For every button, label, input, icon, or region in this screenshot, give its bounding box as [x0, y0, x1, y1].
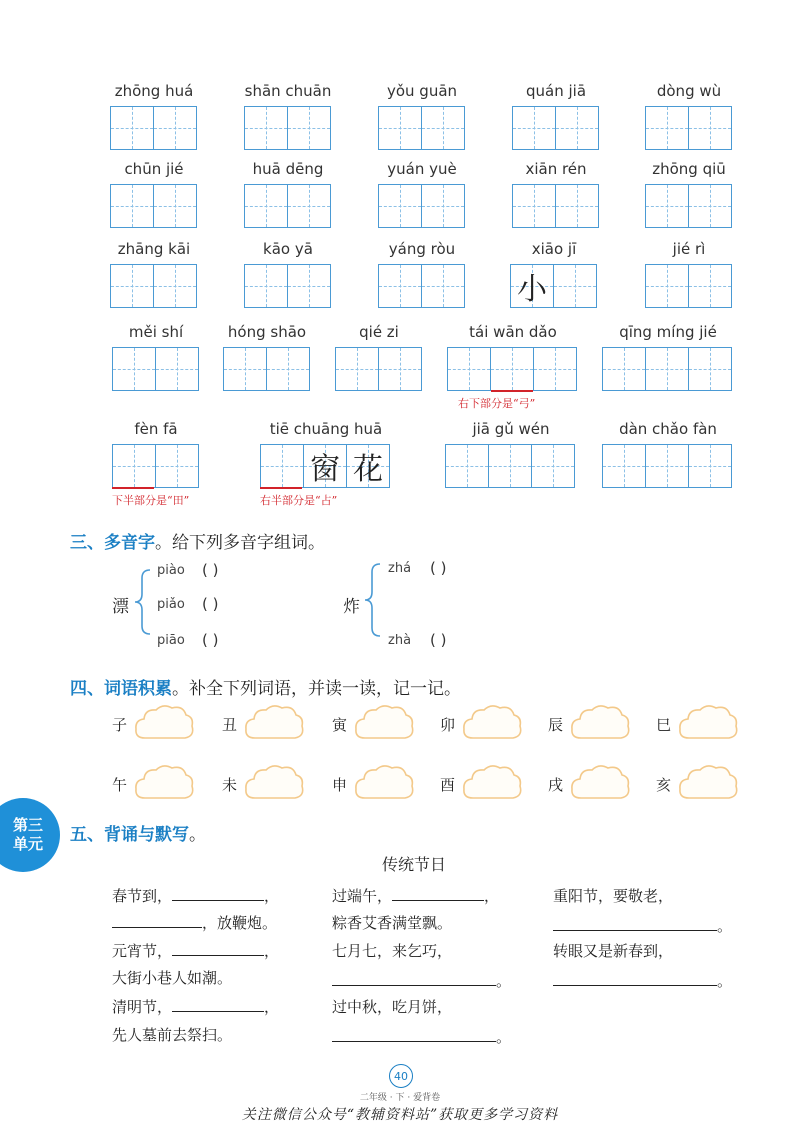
poem-line: 先人墓前去祭扫。	[112, 1026, 233, 1044]
left-brace-icon	[132, 568, 154, 636]
pinyin-label: yuán yuè	[387, 160, 457, 178]
poem-line: 粽香艾香满堂飘。	[332, 914, 453, 932]
answer-paren[interactable]: ( )	[430, 631, 447, 649]
writing-cell[interactable]	[421, 184, 465, 228]
pinyin-label: chūn jié	[124, 160, 184, 178]
writing-cell[interactable]	[602, 444, 646, 488]
poem-text: ，	[484, 887, 500, 905]
writing-cell[interactable]	[378, 347, 422, 391]
pinyin-label: tái wān dǎo	[469, 323, 557, 341]
zodiac-char: 午	[112, 776, 128, 794]
reading-piao3: piǎo	[157, 597, 185, 612]
writing-cell[interactable]	[378, 106, 422, 150]
zodiac-char: 酉	[440, 776, 456, 794]
pinyin-label: yáng ròu	[388, 240, 456, 258]
pinyin-label: měi shí	[128, 323, 184, 341]
pinyin-label: zhōng qiū	[652, 160, 726, 178]
writing-cell[interactable]	[421, 106, 465, 150]
pinyin-label: dòng wù	[656, 82, 722, 100]
cloud-answer-box[interactable]	[353, 762, 415, 804]
given-character: 小	[517, 272, 547, 307]
writing-cell[interactable]	[260, 444, 304, 488]
poem-text: 过端午，	[332, 887, 393, 905]
cloud-answer-box[interactable]	[569, 762, 631, 804]
poem-line: 转眼又是新春到，	[553, 942, 674, 960]
cloud-answer-box[interactable]	[133, 702, 195, 744]
writing-cell[interactable]	[153, 264, 197, 308]
writing-cell[interactable]	[266, 347, 310, 391]
writing-cell[interactable]	[153, 184, 197, 228]
poem-text: ，	[264, 998, 280, 1016]
writing-cell[interactable]	[688, 264, 732, 308]
fill-blank[interactable]	[332, 971, 496, 986]
fill-blank[interactable]	[553, 971, 717, 986]
writing-cell[interactable]	[110, 106, 154, 150]
polyphone-char-2: 炸	[343, 597, 360, 617]
pinyin-label: qīng míng jié	[619, 323, 717, 341]
writing-cell[interactable]	[645, 184, 689, 228]
writing-cell[interactable]	[512, 184, 556, 228]
pinyin-label: tiē chuāng huā	[269, 420, 383, 438]
pinyin-label: jiā gǔ wén	[472, 420, 550, 438]
zodiac-char: 寅	[332, 716, 348, 734]
writing-cell[interactable]	[490, 347, 534, 391]
zodiac-char: 申	[332, 776, 348, 794]
pinyin-label: xiāo jī	[531, 240, 577, 258]
pinyin-label: hóng shāo	[227, 323, 307, 341]
writing-cell[interactable]	[555, 106, 599, 150]
writing-cell[interactable]	[223, 347, 267, 391]
section-instruction: 。补全下列词语，并读一读，记一记。	[172, 679, 461, 699]
zodiac-char: 亥	[656, 776, 672, 794]
answer-paren[interactable]: ( )	[430, 559, 447, 577]
writing-cell[interactable]	[645, 444, 689, 488]
poem-text: 清明节，	[112, 998, 173, 1016]
poem-line: 过中秋，吃月饼，	[332, 998, 453, 1016]
hint-tie: 右半部分是“占”	[260, 494, 338, 507]
badge-line: 第三	[12, 816, 43, 834]
writing-cell[interactable]	[287, 106, 331, 150]
section-5-title	[70, 820, 206, 845]
fill-blank[interactable]	[553, 916, 717, 931]
answer-paren[interactable]: ( )	[202, 595, 219, 613]
poem-text: ，	[264, 887, 280, 905]
writing-cell[interactable]	[553, 264, 597, 308]
writing-cell[interactable]	[555, 184, 599, 228]
writing-cell[interactable]	[244, 184, 288, 228]
poem-line	[332, 970, 511, 991]
writing-cell[interactable]	[447, 347, 491, 391]
pinyin-label: jié rì	[672, 240, 706, 258]
fill-blank[interactable]	[332, 1027, 496, 1042]
poem-title: 传统节日	[382, 855, 447, 874]
pinyin-label: shān chuān	[244, 82, 332, 100]
zodiac-char: 丑	[222, 716, 238, 734]
left-brace-icon	[362, 562, 384, 638]
cloud-answer-box[interactable]	[677, 702, 739, 744]
writing-cell[interactable]	[335, 347, 379, 391]
given-character: 花	[353, 452, 383, 487]
section-4-title	[70, 674, 461, 699]
zodiac-char: 辰	[548, 716, 564, 734]
writing-cell[interactable]	[533, 347, 577, 391]
writing-cell[interactable]	[155, 444, 199, 488]
poem-line	[112, 912, 277, 933]
pinyin-label: xiān rén	[525, 160, 587, 178]
poem-line	[332, 1026, 511, 1047]
page-number: 40	[389, 1064, 413, 1088]
writing-cell[interactable]	[110, 264, 154, 308]
writing-cell[interactable]	[153, 106, 197, 150]
poem-text: 。	[496, 1028, 512, 1046]
writing-cell[interactable]	[645, 264, 689, 308]
reading-zha2: zhá	[388, 561, 412, 576]
answer-paren[interactable]: ( )	[202, 631, 219, 649]
section-number: 三、	[70, 533, 104, 553]
cloud-answer-box[interactable]	[353, 702, 415, 744]
pinyin-label: zhāng kāi	[117, 240, 191, 258]
poem-text: 春节到，	[112, 887, 173, 905]
reading-zha4: zhà	[388, 633, 412, 648]
fill-blank[interactable]	[392, 886, 484, 901]
section-3-title	[70, 528, 325, 553]
poem-line	[112, 940, 279, 961]
poem-line	[553, 915, 732, 936]
hint-wan: 右下部分是“弓”	[458, 397, 536, 410]
section-heading: 多音字	[104, 533, 155, 553]
poem-text: 。	[496, 972, 512, 990]
hint-underline	[260, 487, 302, 489]
book-label: 二年级 · 下 · 爱背卷	[359, 1093, 441, 1103]
writing-cell[interactable]	[688, 444, 732, 488]
pinyin-label: dàn chǎo fàn	[619, 420, 717, 438]
hint-underline	[491, 390, 533, 392]
zodiac-char: 巳	[656, 716, 672, 734]
fill-blank[interactable]	[172, 997, 264, 1012]
section-instruction: 。给下列多音字组词。	[155, 533, 325, 553]
poem-line: 七月七，来乞巧，	[332, 942, 453, 960]
pinyin-label: qié zi	[359, 323, 399, 341]
section-heading: 词语积累	[104, 679, 172, 699]
poem-text: 元宵节，	[112, 942, 173, 960]
section-number: 四、	[70, 679, 104, 699]
cloud-answer-box[interactable]	[569, 702, 631, 744]
writing-cell[interactable]	[112, 347, 156, 391]
poem-line	[112, 996, 279, 1017]
section-heading: 背诵与默写	[104, 825, 189, 845]
writing-cell[interactable]	[244, 106, 288, 150]
writing-cell[interactable]	[287, 184, 331, 228]
pinyin-label: yǒu guān	[386, 82, 458, 100]
zodiac-char: 子	[112, 716, 128, 734]
pinyin-label: kāo yā	[263, 240, 313, 258]
poem-line: 大街小巷人如潮。	[112, 969, 233, 987]
unit-badge	[0, 798, 60, 872]
writing-cell[interactable]	[378, 184, 422, 228]
writing-cell[interactable]	[645, 106, 689, 150]
writing-cell[interactable]	[645, 347, 689, 391]
poem-line: 重阳节，要敬老，	[553, 887, 674, 905]
hint-fen: 下半部分是“田”	[112, 494, 190, 507]
cloud-answer-box[interactable]	[677, 762, 739, 804]
reading-piao1: piāo	[157, 633, 185, 648]
writing-cell[interactable]	[155, 347, 199, 391]
answer-paren[interactable]: ( )	[202, 561, 219, 579]
cloud-answer-box[interactable]	[461, 702, 523, 744]
poem-text: 。	[717, 972, 733, 990]
writing-cell[interactable]	[488, 444, 532, 488]
polyphone-char-1: 漂	[112, 597, 129, 617]
writing-cell[interactable]	[688, 106, 732, 150]
pinyin-label: zhōng huá	[114, 82, 194, 100]
pinyin-label: quán jiā	[525, 82, 587, 100]
section-number: 五、	[70, 825, 104, 845]
writing-cell[interactable]	[287, 264, 331, 308]
hint-underline	[112, 487, 154, 489]
given-character: 窗	[310, 452, 340, 487]
fill-blank[interactable]	[172, 886, 264, 901]
poem-line	[332, 885, 499, 906]
poem-text: 。	[717, 917, 733, 935]
zodiac-char: 戌	[548, 776, 564, 794]
cloud-answer-box[interactable]	[461, 762, 523, 804]
zodiac-char: 未	[222, 776, 238, 794]
cloud-answer-box[interactable]	[243, 702, 305, 744]
writing-cell[interactable]	[378, 264, 422, 308]
pinyin-label: huā dēng	[252, 160, 324, 178]
writing-cell[interactable]	[445, 444, 489, 488]
footer-note: 关注微信公众号“教辅资料站”获取更多学习资料	[241, 1107, 559, 1123]
writing-cell[interactable]	[112, 444, 156, 488]
section-instruction: 。	[189, 825, 206, 845]
poem-text: ，放鞭炮。	[202, 914, 278, 932]
cloud-answer-box[interactable]	[133, 762, 195, 804]
writing-cell[interactable]	[244, 264, 288, 308]
poem-line	[553, 970, 732, 991]
writing-cell[interactable]	[303, 444, 347, 488]
badge-line: 单元	[12, 835, 43, 853]
writing-cell[interactable]	[512, 106, 556, 150]
fill-blank[interactable]	[112, 913, 202, 928]
pinyin-label: fèn fā	[134, 420, 178, 438]
poem-text: ，	[264, 942, 280, 960]
writing-cell[interactable]	[346, 444, 390, 488]
writing-cell[interactable]	[531, 444, 575, 488]
writing-cell[interactable]	[110, 184, 154, 228]
reading-piao4: piào	[157, 563, 185, 578]
writing-cell[interactable]	[688, 184, 732, 228]
writing-cell[interactable]	[602, 347, 646, 391]
writing-cell[interactable]	[421, 264, 465, 308]
fill-blank[interactable]	[172, 941, 264, 956]
writing-cell[interactable]	[510, 264, 554, 308]
poem-line	[112, 885, 279, 906]
cloud-answer-box[interactable]	[243, 762, 305, 804]
writing-cell[interactable]	[688, 347, 732, 391]
zodiac-char: 卯	[440, 716, 456, 734]
